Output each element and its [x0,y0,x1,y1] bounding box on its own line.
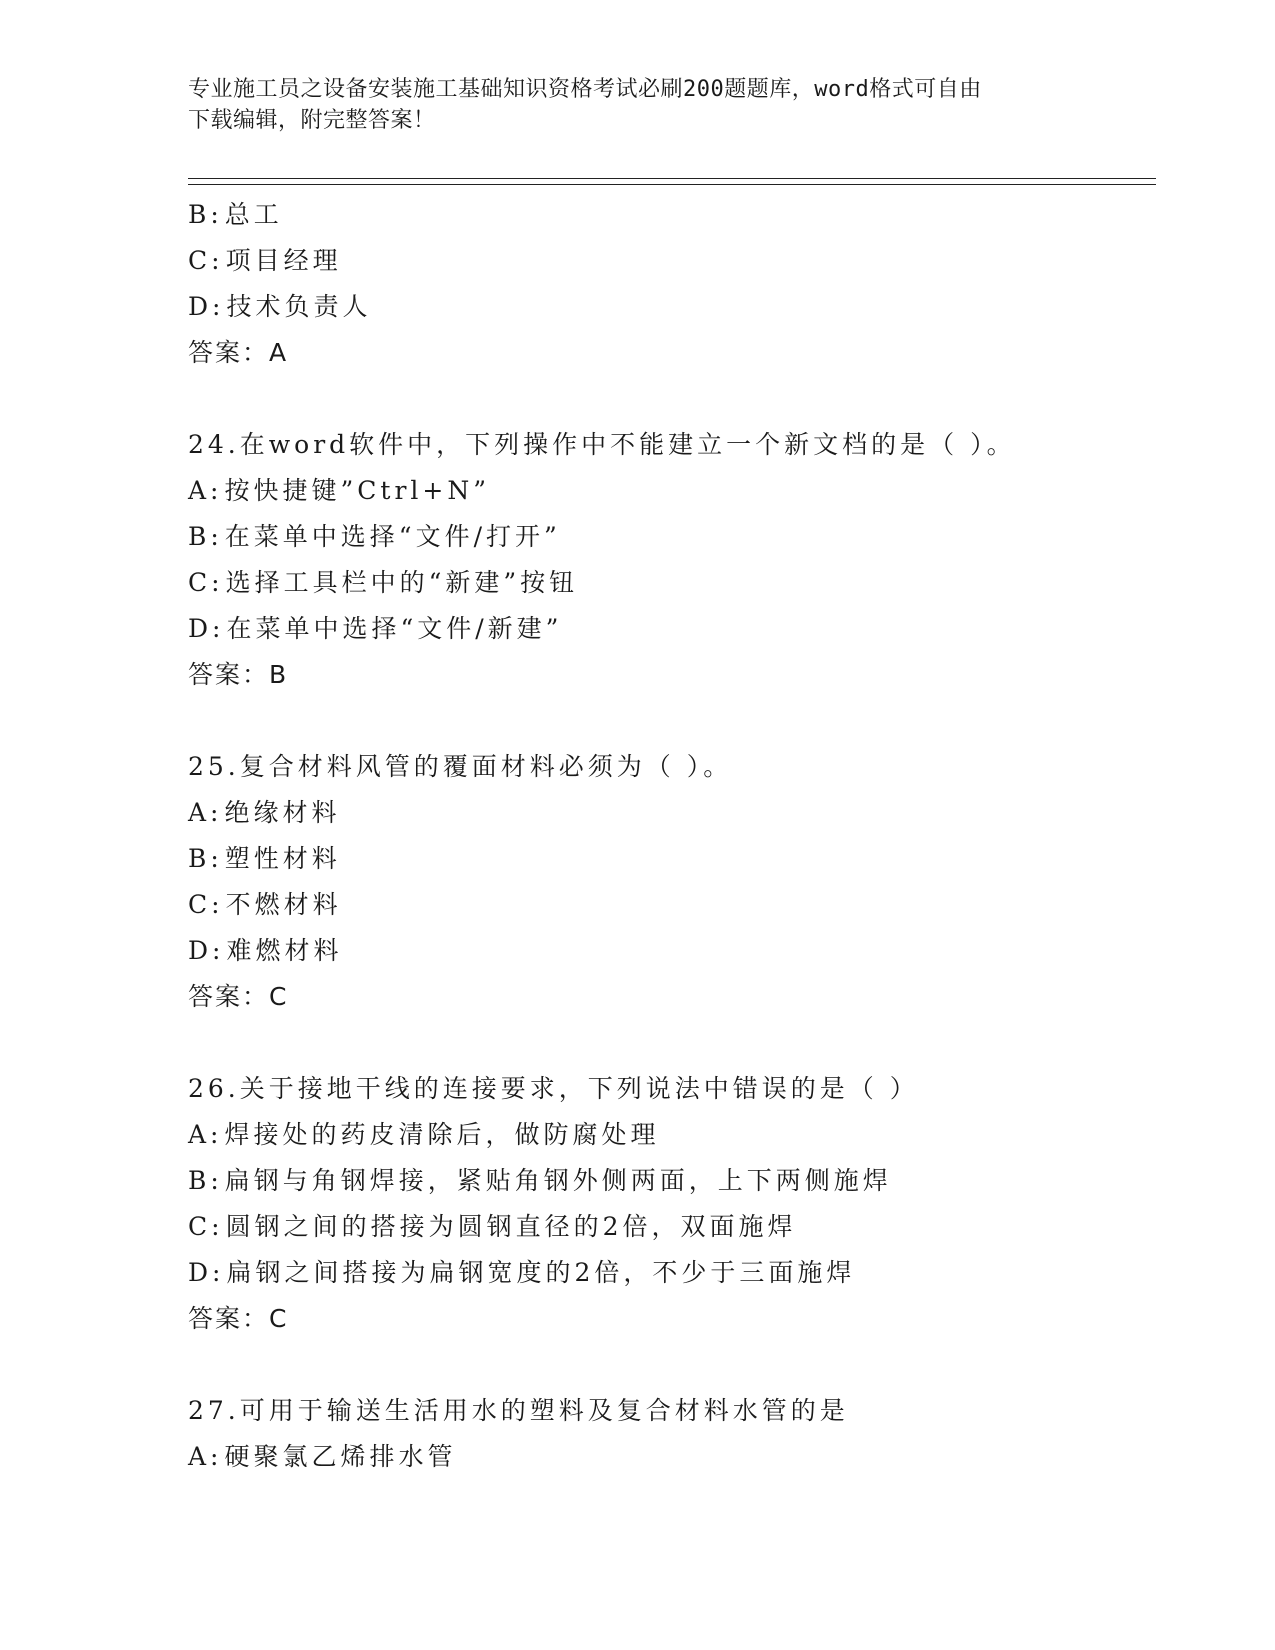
option-letter: C: [188,890,224,919]
option-line [188,882,1156,928]
option-text: 选择工具栏中的“新建”按钮 [225,568,579,597]
option-line [188,1112,1156,1158]
header-divider-bottom [188,184,1156,185]
option-line [188,606,1156,652]
option-letter: A: [188,476,223,505]
question-27 [188,1388,1156,1480]
question-stem: 27.可用于输送生活用水的塑料及复合材料水管的是 [188,1396,849,1425]
option-line [188,192,1156,238]
answer-line: 答案：A [188,338,289,367]
spacer [188,698,1156,744]
option-line [188,1250,1156,1296]
option-text: 项目经理 [225,246,342,275]
option-text: 绝缘材料 [224,798,341,827]
option-line [188,514,1156,560]
option-letter: B: [188,844,223,873]
option-text: 不燃材料 [225,890,342,919]
option-text: 按快捷键”Ctrl+N” [224,476,490,505]
spacer [188,1342,1156,1388]
option-letter: D: [188,292,225,321]
option-letter: C: [188,1212,224,1241]
option-text: 塑性材料 [224,844,341,873]
question-25 [188,744,1156,1020]
header-line-1: 专业施工员之设备安装施工基础知识资格考试必刷200题题库，word格式可自由 [188,77,982,102]
answer-line: 答案：B [188,660,289,689]
option-line [188,836,1156,882]
option-line [188,238,1156,284]
spacer [188,1020,1156,1066]
question-24 [188,422,1156,698]
answer-line: 答案：C [188,1304,289,1333]
option-letter: A: [188,1120,223,1149]
option-text: 扁钢之间搭接为扁钢宽度的2倍，不少于三面施焊 [226,1258,856,1287]
option-letter: D: [188,936,225,965]
option-line [188,468,1156,514]
answer-line: 答案：C [188,982,289,1011]
option-letter: C: [188,246,224,275]
option-line [188,1158,1156,1204]
option-text: 难燃材料 [226,936,343,965]
option-text: 焊接处的药皮清除后，做防腐处理 [224,1120,660,1149]
option-letter: B: [188,1166,223,1195]
option-text: 扁钢与角钢焊接，紧贴角钢外侧两面，上下两侧施焊 [224,1166,892,1195]
document-header [188,74,1088,136]
option-text: 技术负责人 [226,292,372,321]
option-text: 硬聚氯乙烯排水管 [224,1442,457,1471]
option-line [188,1434,1156,1480]
option-text: 总工 [224,200,283,229]
question-26 [188,1066,1156,1342]
option-letter: A: [188,1442,223,1471]
option-text: 在菜单中选择“文件/新建” [226,614,563,643]
option-letter: D: [188,614,225,643]
option-line [188,1204,1156,1250]
option-letter: A: [188,798,223,827]
header-divider-top [188,178,1156,179]
question-stem: 24.在word软件中，下列操作中不能建立一个新文档的是（ ）。 [188,430,1016,459]
header-line-2: 下载编辑，附完整答案！ [188,108,436,133]
option-line [188,790,1156,836]
option-line [188,928,1156,974]
question-list [188,192,1156,1480]
option-letter: B: [188,522,223,551]
option-letter: B: [188,200,223,229]
question-stem: 25.复合材料风管的覆面材料必须为（ ）。 [188,752,733,781]
option-letter: C: [188,568,224,597]
option-text: 圆钢之间的搭接为圆钢直径的2倍，双面施焊 [225,1212,797,1241]
question-23-continuation [188,192,1156,376]
spacer [188,376,1156,422]
option-text: 在菜单中选择“文件/打开” [224,522,561,551]
question-stem: 26.关于接地干线的连接要求，下列说法中错误的是（ ） [188,1074,919,1103]
option-line [188,284,1156,330]
option-line [188,560,1156,606]
option-letter: D: [188,1258,225,1287]
